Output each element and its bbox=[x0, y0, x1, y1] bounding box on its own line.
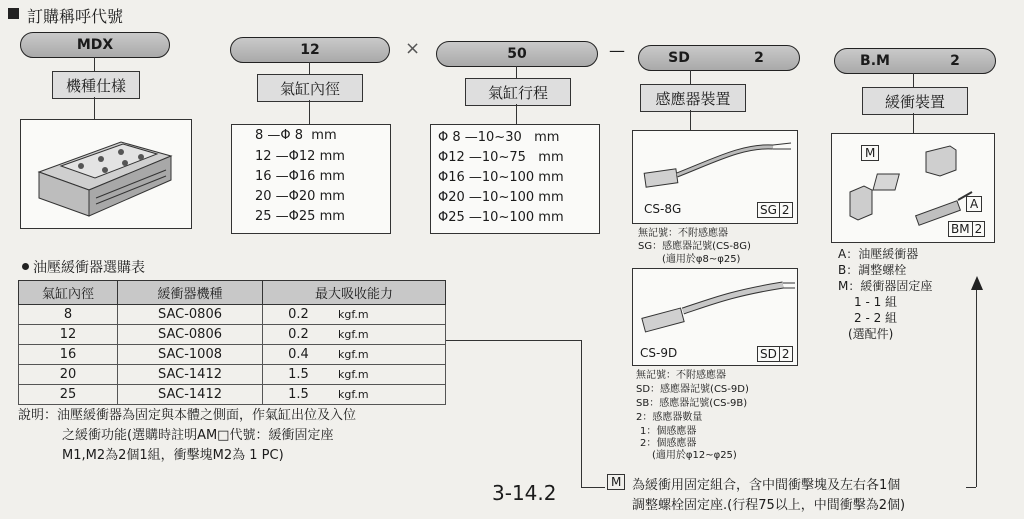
cell-model: SAC-0806 bbox=[118, 305, 263, 325]
sensor-9d-code bbox=[757, 346, 793, 362]
sensor-8g-code-a: SG bbox=[760, 203, 777, 217]
sensor-9d-code-b: 2 bbox=[779, 347, 792, 361]
buffer-legend: A：油壓緩衝器 bbox=[838, 247, 919, 261]
connector bbox=[94, 97, 95, 119]
connector bbox=[976, 288, 977, 487]
sensor-8g-name: CS-8G bbox=[644, 202, 682, 216]
stroke-code-pill bbox=[436, 41, 598, 67]
bore-option: 16 —Φ16 mm bbox=[255, 169, 345, 184]
bore-code-pill bbox=[230, 37, 390, 63]
stroke-option: Φ25 —10~100 mm bbox=[438, 210, 564, 225]
slide-cylinder-drawing bbox=[21, 120, 191, 228]
header-max-absorb: 最大吸收能力 bbox=[263, 281, 446, 305]
connector bbox=[581, 487, 605, 488]
sensor-8g-code-b: 2 bbox=[779, 203, 792, 217]
cell-model: SAC-1412 bbox=[118, 365, 263, 385]
table-row bbox=[19, 365, 446, 385]
cell-bore: 16 bbox=[19, 345, 118, 365]
cell-unit: kgf.m bbox=[334, 365, 446, 385]
cylinder-image-box bbox=[20, 119, 192, 229]
selection-table-title: 油壓緩衝器選購表 bbox=[33, 260, 145, 276]
stroke-code: 50 bbox=[507, 46, 527, 62]
cell-unit: kgf.m bbox=[334, 345, 446, 365]
cell-model: SAC-1412 bbox=[118, 385, 263, 405]
buffer-legend: 1 - 1 組 bbox=[854, 295, 898, 309]
buffer-tag-count: 2 bbox=[972, 222, 985, 236]
table-row bbox=[19, 345, 446, 365]
buffer-legend: (選配件) bbox=[848, 327, 894, 341]
cell-bore: 20 bbox=[19, 365, 118, 385]
header-bore: 氣缸內徑 bbox=[19, 281, 118, 305]
connector bbox=[966, 487, 976, 488]
cell-model: SAC-1008 bbox=[118, 345, 263, 365]
buffer-legend: M：緩衝器固定座 bbox=[838, 279, 933, 293]
footer-tag-m: M bbox=[607, 474, 625, 490]
model-code: MDX bbox=[76, 37, 114, 53]
cell-value: 1.5 bbox=[263, 365, 335, 385]
cell-value: 0.4 bbox=[263, 345, 335, 365]
stroke-option: Φ12 —10~75 mm bbox=[438, 150, 564, 165]
buffer-label: 緩衝裝置 bbox=[862, 87, 968, 115]
sensor-9d-code-a: SD bbox=[760, 347, 777, 361]
bore-option: 8 —Φ 8 mm bbox=[255, 128, 337, 143]
connector bbox=[309, 62, 310, 74]
bore-label: 氣缸內徑 bbox=[257, 74, 363, 102]
sensor-9d-drawing bbox=[633, 269, 797, 345]
sensor-9d-name: CS-9D bbox=[640, 346, 678, 360]
bore-option: 12 —Φ12 mm bbox=[255, 149, 345, 164]
sensor-8g-note: 無記號：不附感應器 bbox=[638, 228, 728, 239]
connector bbox=[913, 73, 914, 87]
sensor-code-pill bbox=[638, 45, 800, 71]
connector bbox=[913, 113, 914, 133]
selection-table bbox=[18, 280, 446, 405]
cell-bore: 12 bbox=[19, 325, 118, 345]
buffer-code: B.M bbox=[860, 53, 890, 69]
connector bbox=[516, 66, 517, 78]
stroke-option: Φ 8 —10~30 mm bbox=[438, 130, 560, 145]
connector bbox=[94, 57, 95, 71]
cell-bore: 8 bbox=[19, 305, 118, 325]
dash-sign: — bbox=[609, 41, 625, 60]
cell-value: 0.2 bbox=[263, 325, 335, 345]
sensor-label: 感應器裝置 bbox=[640, 84, 746, 112]
sensor-9d-note: SB：感應器記號(CS-9B) bbox=[636, 398, 748, 409]
explanation-line: M1,M2為2個1組，衝擊塊M2為 1 PC) bbox=[62, 448, 284, 463]
sensor-code: SD bbox=[668, 50, 690, 66]
model-spec-label: 機種仕樣 bbox=[52, 71, 140, 99]
section-title: 訂購稱呼代號 bbox=[27, 7, 124, 26]
buffer-code-pill bbox=[834, 48, 996, 74]
explanation-line: 說明：油壓緩衝器為固定與本體之側面，作氣缸出位及入位 bbox=[18, 408, 357, 423]
connector bbox=[690, 110, 691, 130]
connector bbox=[690, 70, 691, 84]
sensor-8g-note: (適用於φ8~φ25) bbox=[662, 254, 741, 265]
bore-option: 20 —Φ20 mm bbox=[255, 189, 345, 204]
header-buffer-model: 緩衝器機種 bbox=[118, 281, 263, 305]
sensor-8g-drawing bbox=[633, 131, 797, 201]
buffer-tag-m: M bbox=[861, 145, 879, 161]
cell-unit: kgf.m bbox=[334, 305, 446, 325]
page-number: 3-14.2 bbox=[492, 481, 557, 505]
table-header-row bbox=[19, 281, 446, 305]
cell-model: SAC-0806 bbox=[118, 325, 263, 345]
bore-code: 12 bbox=[300, 42, 320, 58]
sensor-count: 2 bbox=[754, 50, 764, 66]
table-row bbox=[19, 305, 446, 325]
footer-note-line: 調整螺栓固定座.(行程75以上，中間衝擊為2個) bbox=[632, 498, 906, 513]
sensor-8g-note: SG：感應器記號(CS-8G) bbox=[638, 241, 751, 252]
sensor-9d-note: (適用於φ12~φ25) bbox=[652, 450, 737, 461]
cell-unit: kgf.m bbox=[334, 325, 446, 345]
buffer-legend: B：調整螺栓 bbox=[838, 263, 907, 277]
footer-note-line: 為緩衝用固定組合，含中間衝擊塊及左右各1個 bbox=[632, 478, 901, 493]
connector bbox=[581, 340, 582, 487]
cell-bore: 25 bbox=[19, 385, 118, 405]
explanation-line: 之緩衝功能(選購時註明AM□代號：緩衝固定座 bbox=[62, 428, 334, 443]
buffer-count: 2 bbox=[950, 53, 960, 69]
sensor-8g-code bbox=[757, 202, 793, 218]
sensor-9d-note: 2：個感應器 bbox=[640, 438, 697, 449]
model-code-pill bbox=[20, 32, 170, 58]
sensor-9d-note: SD：感應器記號(CS-9D) bbox=[636, 384, 749, 395]
cell-value: 0.2 bbox=[263, 305, 335, 325]
sensor-9d-note: 2：感應器數量 bbox=[636, 412, 703, 423]
table-bullet bbox=[22, 263, 29, 270]
connector bbox=[309, 100, 310, 124]
buffer-legend: 2 - 2 組 bbox=[854, 311, 898, 325]
bore-option: 25 —Φ25 mm bbox=[255, 209, 345, 224]
buffer-tag-a: A bbox=[966, 196, 982, 212]
stroke-option: Φ20 —10~100 mm bbox=[438, 190, 564, 205]
section-bullet bbox=[8, 8, 19, 19]
connector bbox=[516, 104, 517, 124]
cell-value: 1.5 bbox=[263, 385, 335, 405]
buffer-tag-bm-code: BM bbox=[951, 222, 970, 236]
multiply-sign: × bbox=[405, 38, 421, 59]
arrow-up-icon bbox=[971, 276, 983, 290]
stroke-label: 氣缸行程 bbox=[465, 78, 571, 106]
cell-unit: kgf.m bbox=[334, 385, 446, 405]
table-row bbox=[19, 325, 446, 345]
table-row bbox=[19, 385, 446, 405]
buffer-tag-bm bbox=[948, 221, 985, 237]
stroke-option: Φ16 —10~100 mm bbox=[438, 170, 564, 185]
sensor-9d-note: 無記號：不附感應器 bbox=[636, 370, 726, 381]
connector bbox=[446, 340, 581, 341]
sensor-9d-note: 1：個感應器 bbox=[640, 426, 697, 437]
